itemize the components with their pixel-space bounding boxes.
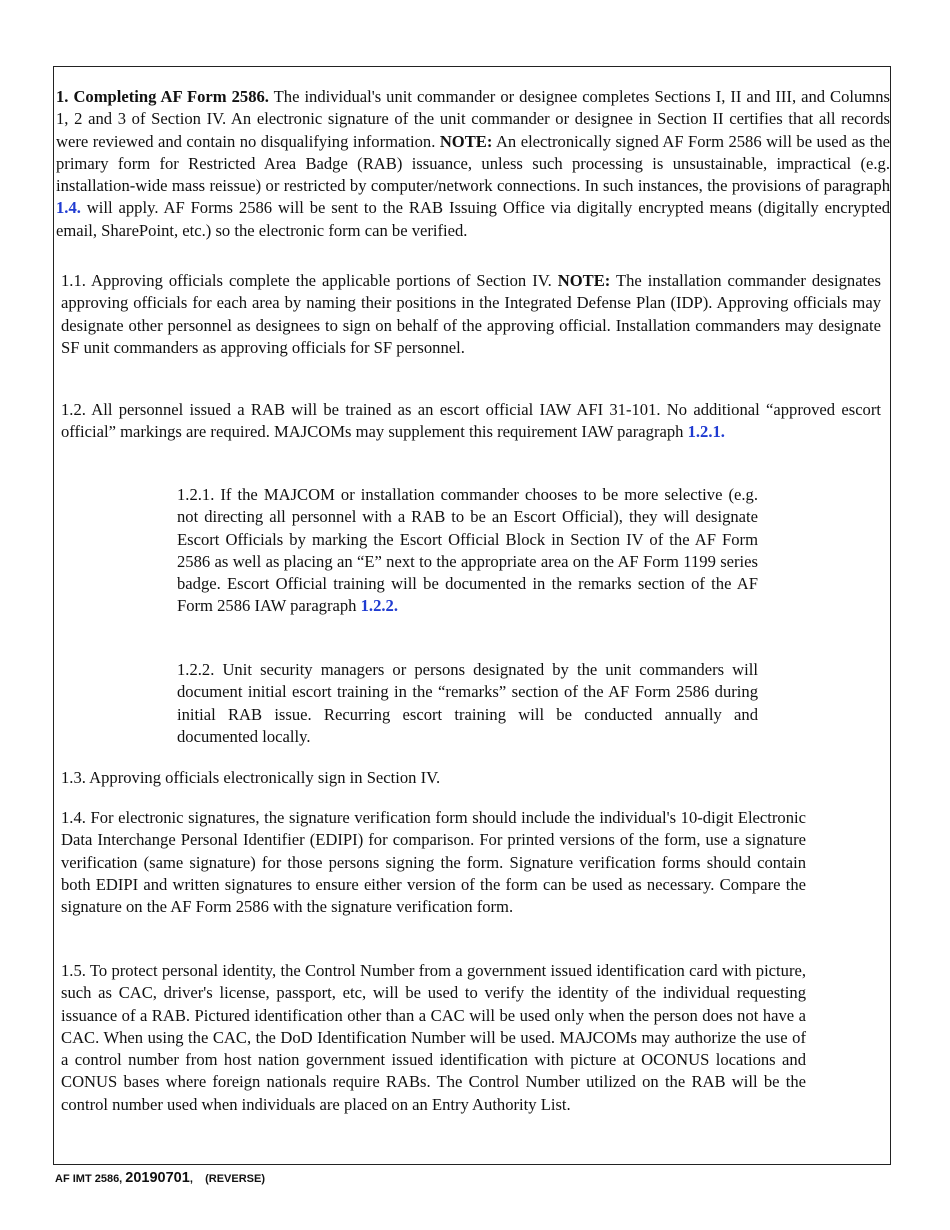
paragraph-1-4: 1.4. For electronic signatures, the signature verification form should include the individual's 10-digit Electronic Data Interchange Personal Identifier (EDIPI) for comparison. For printed versions of the form, use a signature verification (same signature) for those persons signing the form. Signature verification forms should contain both EDIPI and written signatures to ensure either version of the form can be used as necessary. Compare the signature on the AF Form 2586 with the signature verification form. bbox=[61, 808, 806, 917]
paragraph-1-2 bbox=[61, 399, 881, 444]
paragraph-1-text-b: An electronically signed AF Form 2586 will be used as the primary form for Restricted Area Badge (RAB) issuance, unless such processing is unsustainable, impractical (e.g. installation-wide mass reissue) or restricted by computer/network connections. In such instances, the provisions of paragraph bbox=[56, 131, 891, 196]
paragraph-1-text-a: The individual's unit commander or designee completes Sections I, II and III, and Columns 1, 2 and 3 of Section IV. An electronic signature of the unit commander or designee in Section II certifies that all records were reviewed and contain no disqualifying information. bbox=[56, 87, 890, 151]
paragraph-1-1-text-a: 1.1. Approving officials complete the applicable portions of Section IV. bbox=[61, 271, 558, 290]
paragraph-1-1 bbox=[61, 270, 881, 359]
paragraph-1-3: 1.3. Approving officials electronically sign in Section IV. bbox=[61, 768, 441, 787]
paragraph-1-2-text: 1.2. All personnel issued a RAB will be trained as an escort official IAW AFI 31-101. No additional “approved escort official” markings are required. MAJCOMs may supplement this requirement IAW paragraph bbox=[61, 400, 881, 442]
paragraph-1-text-c: will apply. AF Forms 2586 will be sent to the RAB Issuing Office via digitally encrypted means (digitally encrypted email, SharePoint, etc.) so the electronic form can be verified. bbox=[56, 198, 890, 240]
note-label: NOTE: bbox=[439, 131, 493, 151]
note-label: NOTE: bbox=[557, 271, 611, 290]
paragraph-1-1-text-b: The installation commander designates approving officials for each area by naming their positions in the Integrated Defense Plan (IDP). Approving officials may designate other personnel as designees to sign on behalf of the approving official. Installation commanders may designate SF unit commanders as approving officials for SF personnel. bbox=[61, 271, 881, 357]
footer-separator: , bbox=[189, 1173, 206, 1185]
paragraph-link-1-4[interactable]: 1.4. bbox=[56, 198, 81, 218]
paragraph-1-5: 1.5. To protect personal identity, the Control Number from a government issued identification card with picture, such as CAC, driver's license, passport, etc, will be used to verify the identity of the individual requesting issuance of a RAB. Pictured identification other than a CAC will be used only when the person does not have a CAC. When using the CAC, the DoD Identification Number will be used. MAJCOMs may authorize the use of a control number from host nation government issued identification with picture at OCONUS locations and CONUS bases where foreign nationals require RABs. The Control Number utilized on the RAB will be the control number used when individuals are placed on an Entry Authority List. bbox=[61, 961, 806, 1114]
form-footer bbox=[55, 1170, 265, 1186]
footer-form-id: AF IMT 2586, bbox=[55, 1173, 126, 1185]
footer-side: (REVERSE) bbox=[205, 1173, 265, 1185]
paragraph-1-2-1-text: 1.2.1. If the MAJCOM or installation commander chooses to be more selective (e.g. not directing all personnel with a RAB to be an Escort Official), they will designate Escort Officials by marking the Escort Official Block in Section IV of the AF Form 2586 as well as placing an “E” next to the appropriate area on the AF Form 1199 series badge. Escort Official training will be documented in the remarks section of the AF Form 2586 IAW paragraph bbox=[177, 485, 758, 616]
paragraph-link-1-2-2[interactable]: 1.2.2. bbox=[360, 596, 398, 616]
paragraph-1-heading: 1. Completing AF Form 2586. bbox=[56, 87, 269, 106]
paragraph-1-2-2: 1.2.2. Unit security managers or persons designated by the unit commanders will document initial escort training in the “remarks” section of the AF Form 2586 during initial RAB issue. Recurring escort training will be conducted annually and documented locally. bbox=[177, 660, 758, 746]
paragraph-1 bbox=[56, 86, 890, 242]
paragraph-1-2-1 bbox=[177, 484, 758, 618]
footer-date: 20190701 bbox=[125, 1170, 190, 1186]
paragraph-link-1-2-1[interactable]: 1.2.1. bbox=[687, 422, 725, 442]
